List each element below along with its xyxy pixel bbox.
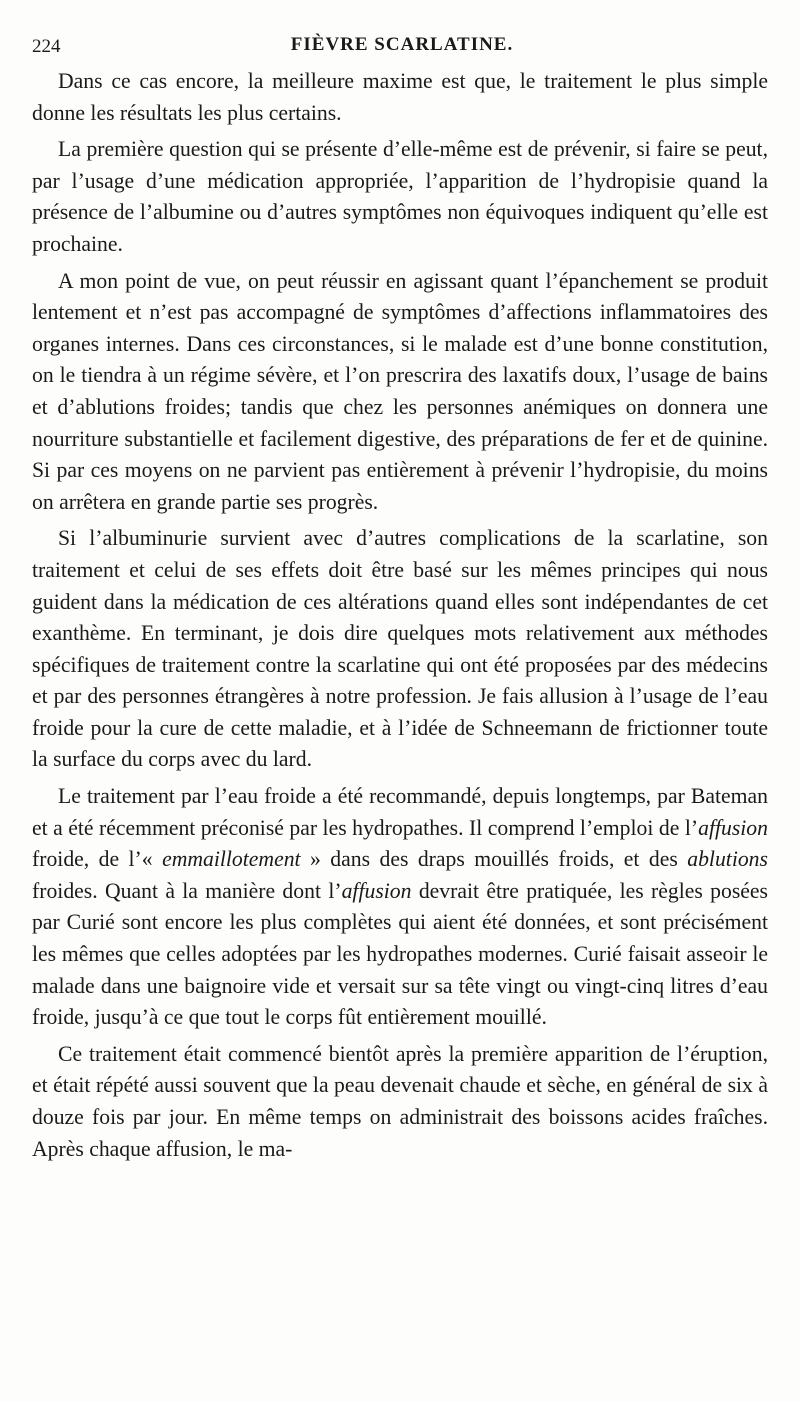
- text-segment: Si l’albuminurie survient avec d’autres complications de la scarlatine, son traitement et celui de ses effets doit être basé sur les mêmes principes qui nous guident dans la médication de ces altérations quand elles sont indépendantes de cet exanthème. En terminant, je dois dire quelques mots relativement aux méthodes spécifiques de traitement contre la scarlatine qui ont été proposées par des médecins et par des personnes étrangères à notre profession. Je fais allusion à l’usage de l’eau froide pour la cure de cette maladie, et à l’idée de Schneemann de frictionner toute la surface du corps avec du lard.: [32, 526, 768, 772]
- text-segment: devrait être pratiquée, les règles posées par Curié sont encore les plus complètes qui aient été données, et sont précisément les mêmes que celles adoptées par les hydropathes modernes. Curié faisait asseoir le malade dans une baignoire vide et versait sur sa tête vingt ou vingt-cinq litres d’eau froide, jusqu’à ce que tout le corps fût entièrement mouillé.: [32, 878, 768, 1030]
- text-segment: Ce traitement était commencé bientôt après la première apparition de l’éruption, et était répété aussi souvent que la peau devenait chaude et sèche, en général de six à douze fois par jour. En même temps on administrait des boissons acides fraîches. Après chaque affusion, le ma-: [32, 1041, 768, 1161]
- text-segment: » dans des draps mouillés froids, et des: [300, 847, 688, 872]
- paragraph: [32, 781, 768, 1034]
- chapter-title: FIÈVRE SCARLATINE.: [290, 34, 514, 55]
- text-segment: A mon point de vue, on peut réussir en agissant quant l’épanchement se produit lentement et n’est pas accompagné de symptômes d’affections inflammatoires des organes internes. Dans ces circonstances, si le malade est d’une bonne constitution, on le tiendra à un régime sévère, et l’on prescrira des laxatifs doux, l’usage de bains et d’ablutions froides; tandis que chez les personnes anémiques on donnera une nourriture substantielle et facilement digestive, des préparations de fer et de quinine. Si par ces moyens on ne parvient pas entièrement à prévenir l’hydropisie, du moins on arrêtera en grande partie ses progrès.: [32, 268, 768, 514]
- running-head: [32, 32, 772, 62]
- italic-term: ablutions: [687, 847, 768, 872]
- text-segment: Le traitement par l’eau froide a été recommandé, depuis longtemps, par Bateman et a été récemment préconisé par les hydropathes. Il comprend l’emploi de l’: [32, 784, 768, 840]
- italic-term: emmaillotement: [162, 847, 301, 872]
- text-segment: Dans ce cas encore, la meilleure maxime est que, le traitement le plus simple donne les résultats les plus certains.: [32, 69, 768, 125]
- italic-term: affusion: [341, 878, 412, 903]
- text-segment: La première question qui se présente d’elle-même est de prévenir, si faire se peut, par l’usage d’une médication appropriée, l’apparition de l’hydropisie quand la présence de l’albumine ou d’autres symptômes non équivoques indiquent qu’elle est prochaine.: [32, 137, 768, 256]
- italic-term: affusion: [698, 815, 768, 840]
- page-number: 224: [32, 36, 61, 57]
- paragraph: [32, 134, 768, 260]
- paragraph: [32, 66, 768, 129]
- body-text: [32, 66, 768, 1170]
- paragraph: [32, 523, 768, 776]
- paragraph: [32, 1039, 768, 1165]
- text-segment: froides. Quant à la manière dont l’: [32, 878, 342, 903]
- text-segment: froide, de l’«: [32, 847, 163, 872]
- paragraph: [32, 266, 768, 519]
